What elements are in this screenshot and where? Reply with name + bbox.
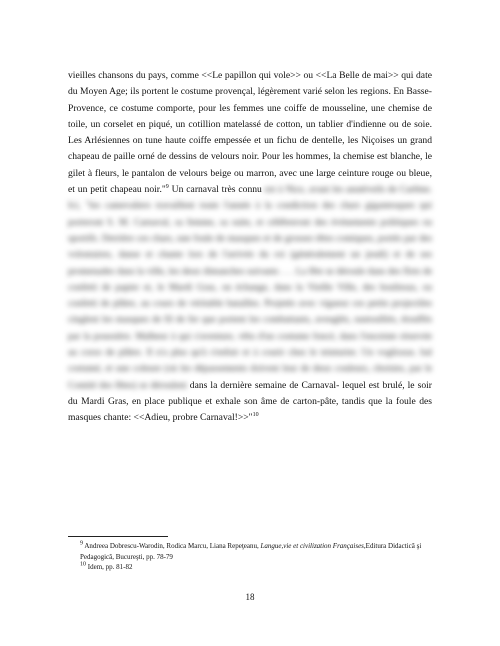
paragraph: [68, 68, 432, 427]
footnote-9: [68, 541, 432, 562]
footnote-number-10: 10: [80, 561, 86, 568]
blurred-text: est à Nice, avant les anutéveils de Carême. Ici, "les camevaliers travaillent toute l'année à la condiction des chars gigantesques qui porteront S. M. Carnaval, sa femme, sa suite, et célébreront des événements politiques ou sportifs. Derrière ces chars, une foule de masques et de grosses têtes comiques, portés par des volontaires, danse et chante lors de l'arrivée du roi (généralement un jeudi) et de ses promenades dans la ville, les deux dimanches suivants . . . La fête se déroule dans des flots de confetti de papier et, le Mardi Gras, on échange, dans la Vieille Ville, des bouliesas, ou confetti de plâtre, au cours de véritable batailles. Projetés avec vigueur ces petits projectiles cinglent les masques de fil de fer que portent les combattants, aveuglés, suntoulliés, étouffés par la poussière. Malheur à qui s'aventure, vêtu d'un costume foncé, dans l'enceinte réservée au corso de plâtre. Il n'a plus qu'à s'enfuir et à courir chez le teinturier. Un vogliozas. bal costumé, et une coleure (où les dépassements doivent leur de deux couleurs, choisies, par le Comité des fêtes) se déroulent: [68, 184, 432, 391]
footnote-10-text: Idem, pp. 81-82: [86, 563, 133, 571]
text-carnaval-intro: Un carnaval très connu: [168, 184, 262, 196]
footnote-number-9: 9: [80, 540, 83, 547]
footnote-9-authors: Andreea Dobrescu-Warodin, Rodica Marcu, Liana Repeţeanu,: [83, 542, 261, 550]
footnote-ref-9[interactable]: 9: [165, 183, 169, 190]
footnote-separator: [68, 536, 168, 537]
text-before-blur: vieilles chansons du pays, comme <<Le papillon qui vole>> ou <<La Belle de mai>> qui date du Moyen Age; ils portent le costume provençal, légèrement varié selon les regions. En Basse-Provence, ce costume comporte, pour les femmes une coiffe de mousseline, une chemise de toile, un corselet en piqué, un cotillion matelassé de cotton, un tablier d'indienne ou de soie. Les Arlésiennes on tune haute coiffe empessée et un fichu de dentelle, les Niçoises un grand chapeau de paille orné de dessins de velours noir. Pour les hommes, la chemise est blanche, le gilet à fleurs, le pantalon de velours beige ou marron, avec une large ceinture rouge ou bleue, et un petit chapeau noir.": [68, 70, 432, 196]
footnote-9-title: Langue,vie et civilization Françaises: [260, 542, 364, 550]
footnote-10: [68, 562, 432, 573]
text-after-blur: dans la dernière semaine de Carnaval- lequel est brulé, le soir du Mardi Gras, en place publique et exhale son âme de carton-pâte, tandis que la foule des masques chante: <<Adieu, probre Carnaval!>>": [68, 379, 433, 424]
footnote-ref-10[interactable]: 10: [252, 412, 259, 419]
footnotes: [68, 541, 432, 573]
page-number: 18: [245, 592, 255, 602]
body-text: [68, 68, 432, 427]
footnote-9-publisher: ,Editura Didactică şi Pedagogică, Bucureşti, pp. 78-79: [80, 542, 422, 561]
